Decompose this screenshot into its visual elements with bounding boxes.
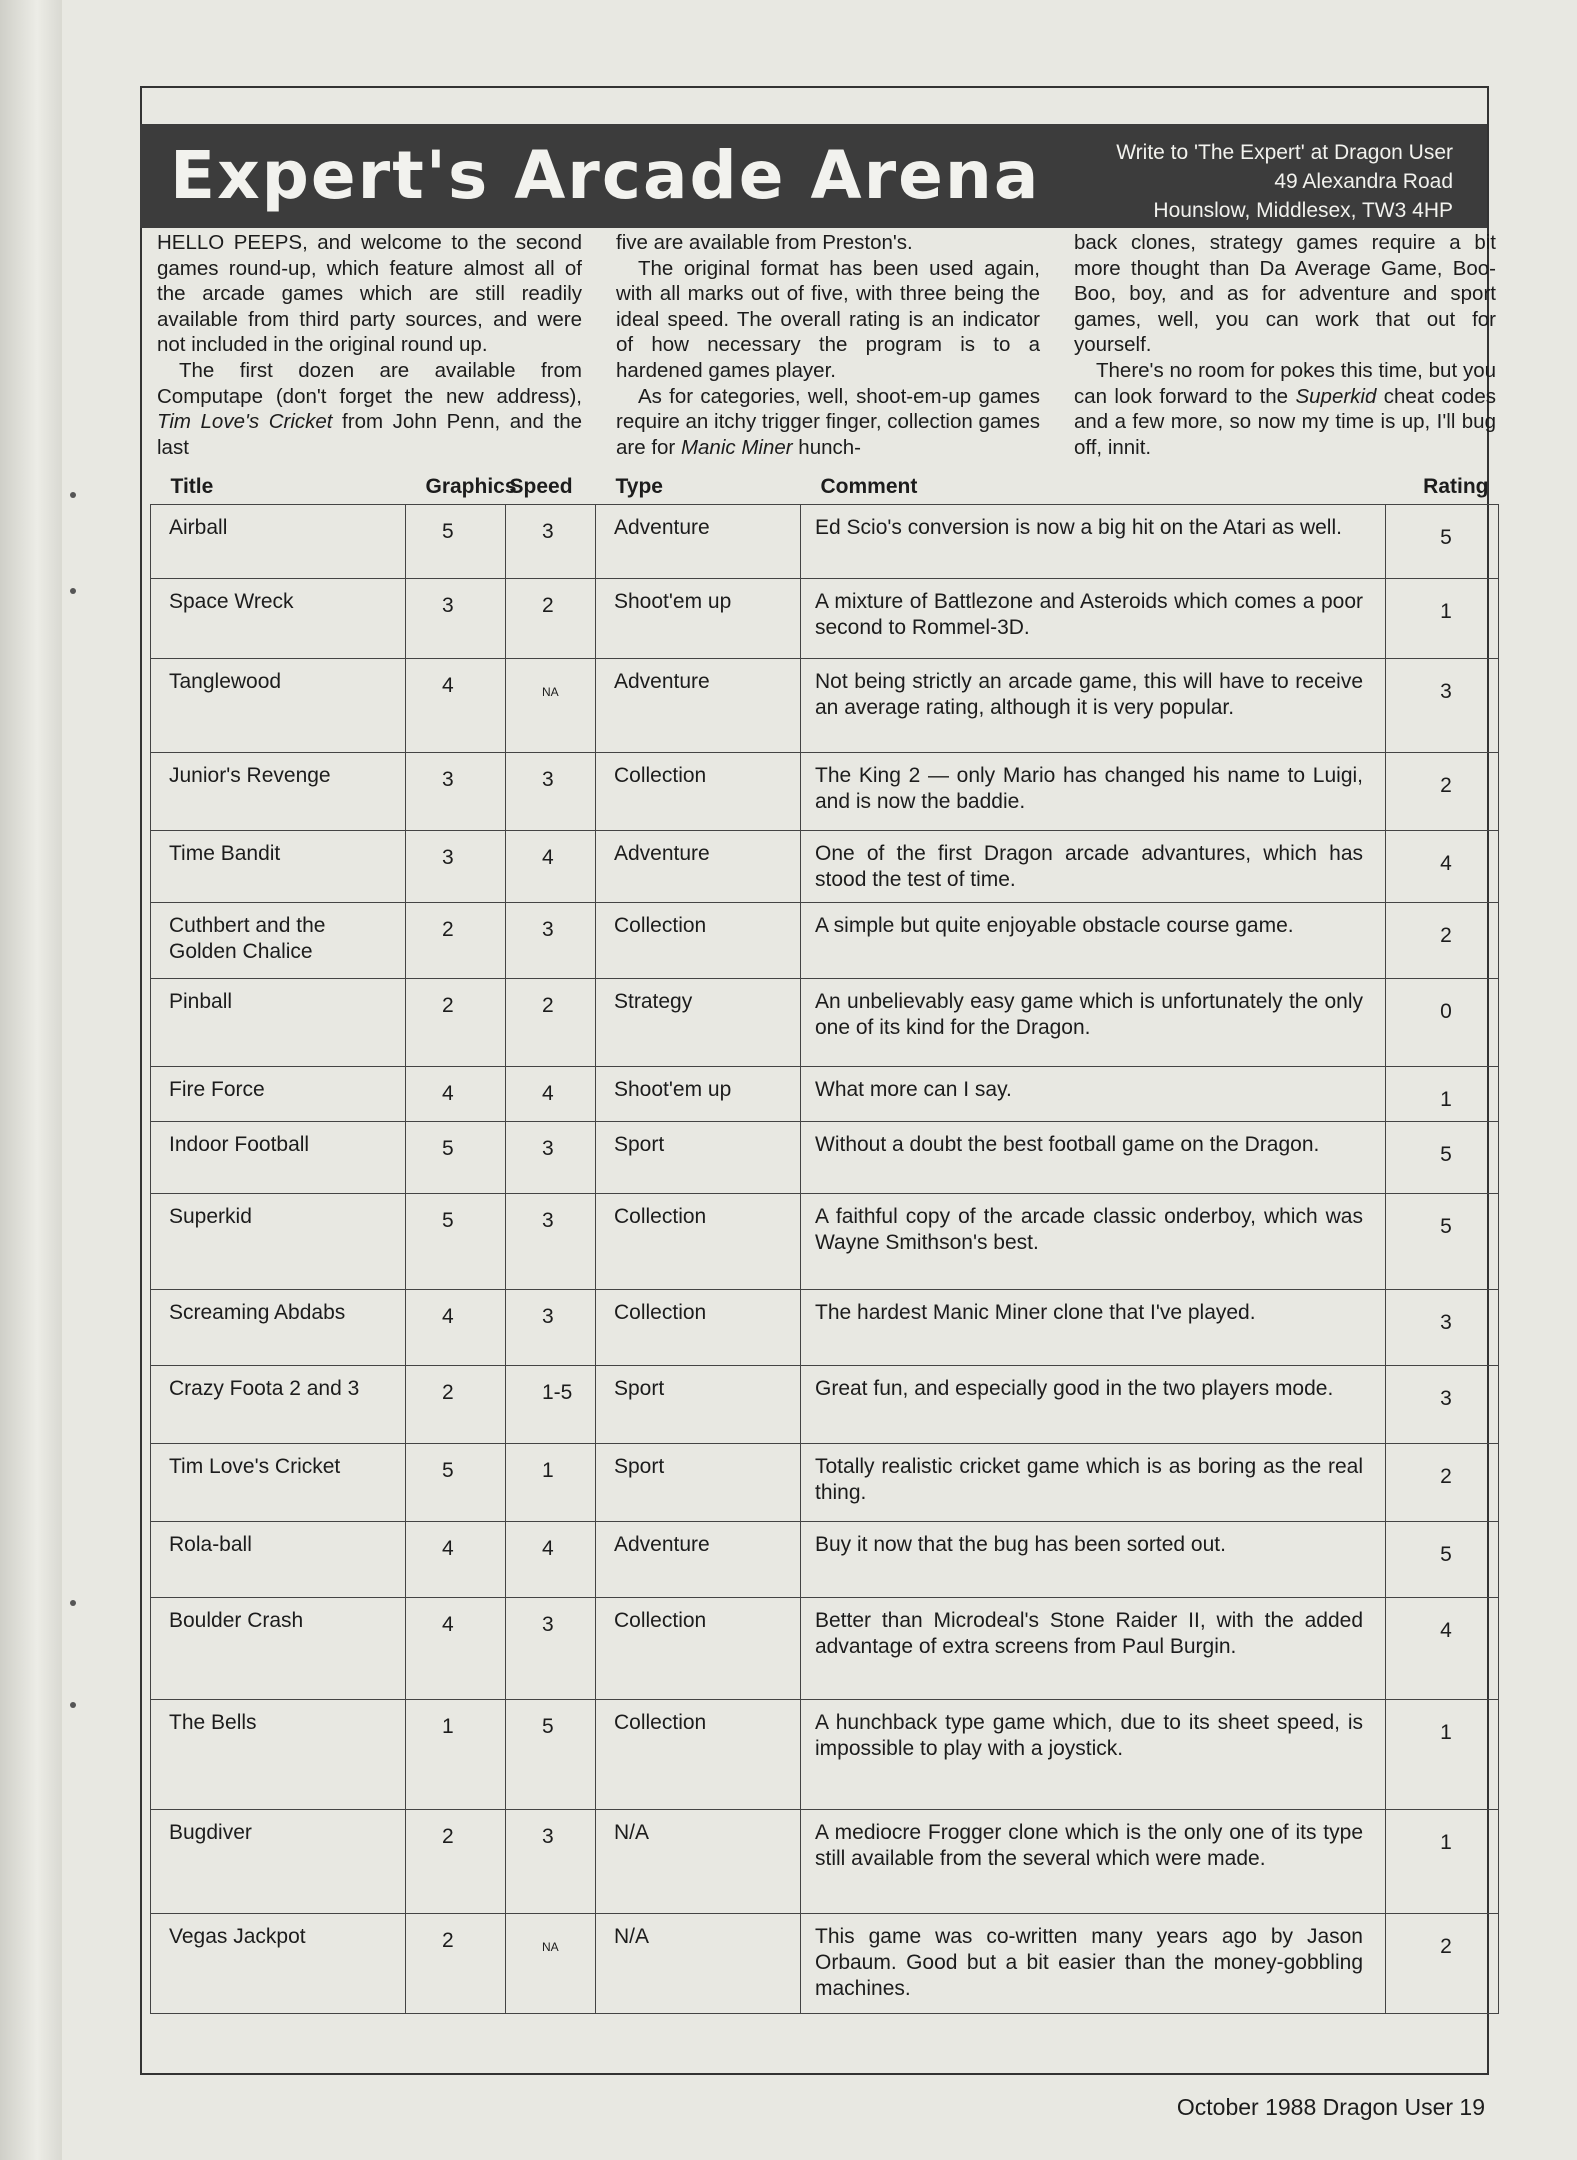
- graphics-score: 2: [406, 1914, 506, 2014]
- contact-address: [1033, 138, 1453, 225]
- speed-score: 1: [506, 1444, 596, 1522]
- intro-column-2: [616, 230, 1040, 470]
- overall-rating: 4: [1386, 831, 1499, 903]
- overall-rating: 0: [1386, 979, 1499, 1067]
- game-comment: A faithful copy of the arcade classic onderboy, which was Wayne Smithson's best.: [801, 1194, 1386, 1290]
- intro-text: The first dozen are available from Computape (don't forget the new address),: [157, 358, 582, 408]
- speed-score: 3: [506, 903, 596, 979]
- game-comment: Without a doubt the best football game on the Dragon.: [801, 1122, 1386, 1194]
- table-row: [151, 1810, 1499, 1914]
- overall-rating: 5: [1386, 1122, 1499, 1194]
- game-type: Collection: [596, 1290, 801, 1366]
- speed-score: 4: [506, 1067, 596, 1122]
- overall-rating: 1: [1386, 1810, 1499, 1914]
- graphics-score: 3: [406, 579, 506, 659]
- speed-score: NA: [506, 659, 596, 753]
- margin-dot: [70, 1702, 76, 1708]
- table-row: [151, 1598, 1499, 1700]
- graphics-score: 2: [406, 979, 506, 1067]
- graphics-score: 5: [406, 1194, 506, 1290]
- game-comment: The King 2 — only Mario has changed his name to Luigi, and is now the baddie.: [801, 753, 1386, 831]
- game-title: Time Bandit: [151, 831, 406, 903]
- col-header-type: Type: [615, 475, 663, 498]
- intro-text: from John Penn, and the last: [157, 410, 582, 459]
- graphics-score: 4: [406, 1598, 506, 1700]
- graphics-score: 4: [406, 1290, 506, 1366]
- speed-score: 3: [506, 1122, 596, 1194]
- game-type: Adventure: [596, 1522, 801, 1598]
- speed-score: 3: [506, 1290, 596, 1366]
- game-title: Cuthbert and the Golden Chalice: [151, 903, 406, 979]
- intro-text: cheat codes and a few more, so now my time is up, I'll bug off, innit.: [1074, 384, 1496, 459]
- overall-rating: 3: [1386, 1366, 1499, 1444]
- table-row: [151, 1914, 1499, 2014]
- intro-paragraph: five are available from Preston's.: [616, 231, 913, 254]
- speed-score: 1-5: [506, 1366, 596, 1444]
- graphics-score: 5: [406, 1444, 506, 1522]
- game-title: Rola-ball: [151, 1522, 406, 1598]
- game-title: Pinball: [151, 979, 406, 1067]
- game-title: Junior's Revenge: [151, 753, 406, 831]
- game-comment: This game was co-written many years ago by Jason Orbaum. Good but a bit easier than the money-gobbling machines.: [801, 1914, 1386, 2014]
- header-banner: [140, 124, 1487, 228]
- speed-score: 3: [506, 753, 596, 831]
- address-line: 49 Alexandra Road: [1274, 170, 1453, 193]
- game-type: Collection: [596, 903, 801, 979]
- game-comment: Not being strictly an arcade game, this will have to receive an average rating, although it is very popular.: [801, 659, 1386, 753]
- intro-text: There's no room for pokes this time, but you can look forward to the: [1074, 358, 1496, 408]
- game-title: Crazy Foota 2 and 3: [151, 1366, 406, 1444]
- table-row: [151, 1366, 1499, 1444]
- intro-italic: Manic Miner: [680, 435, 793, 459]
- game-comment: What more can I say.: [801, 1067, 1386, 1122]
- game-comment: Ed Scio's conversion is now a big hit on the Atari as well.: [801, 505, 1386, 579]
- intro-paragraph: HELLO PEEPS, and welcome to the second games round-up, which feature almost all of the arcade games which are still readily available from third party sources, and were not included in the original round up.: [157, 231, 582, 357]
- game-title: Fire Force: [151, 1067, 406, 1122]
- overall-rating: 5: [1386, 505, 1499, 579]
- speed-score: 2: [506, 979, 596, 1067]
- intro-paragraph: [616, 384, 1040, 461]
- intro-paragraph: back clones, strategy games require a bit more thought than Da Average Game, Boo-Boo, boy, and as for adventure and sport games, well, you can work that out for yourself.: [1074, 231, 1496, 357]
- col-header-comment: Comment: [820, 475, 918, 498]
- overall-rating: 1: [1386, 579, 1499, 659]
- game-comment: A mediocre Frogger clone which is the only one of its type still available from the several which were made.: [801, 1810, 1386, 1914]
- game-title: Indoor Football: [151, 1122, 406, 1194]
- intro-paragraph: The original format has been used again, with all marks out of five, with three being the ideal speed. The overall rating is an indicator of how necessary the program is to a hardened games player.: [616, 256, 1040, 382]
- overall-rating: 3: [1386, 659, 1499, 753]
- intro-italic: Tim Love's Cricket: [157, 410, 333, 434]
- graphics-score: 3: [406, 753, 506, 831]
- col-header-speed: Speed: [509, 475, 573, 498]
- col-header-graphics: Graphics: [425, 475, 517, 498]
- table-row: [151, 1444, 1499, 1522]
- speed-score: 3: [506, 1194, 596, 1290]
- overall-rating: 5: [1386, 1194, 1499, 1290]
- game-type: Collection: [596, 1194, 801, 1290]
- game-comment: One of the first Dragon arcade advantures, which has stood the test of time.: [801, 831, 1386, 903]
- overall-rating: 3: [1386, 1290, 1499, 1366]
- address-line: Write to 'The Expert' at Dragon User: [1116, 141, 1453, 164]
- game-title: Tanglewood: [151, 659, 406, 753]
- table-row: [151, 659, 1499, 753]
- table-row: [151, 1290, 1499, 1366]
- game-comment: Great fun, and especially good in the two players mode.: [801, 1366, 1386, 1444]
- game-title: Boulder Crash: [151, 1598, 406, 1700]
- graphics-score: 2: [406, 1810, 506, 1914]
- table-header-row: [151, 470, 1499, 505]
- speed-score: 3: [506, 1598, 596, 1700]
- game-comment: Totally realistic cricket game which is as boring as the real thing.: [801, 1444, 1386, 1522]
- speed-score: 2: [506, 579, 596, 659]
- game-title: Superkid: [151, 1194, 406, 1290]
- overall-rating: 2: [1386, 1444, 1499, 1522]
- game-comment: Buy it now that the bug has been sorted out.: [801, 1522, 1386, 1598]
- intro-column-1: [157, 230, 582, 470]
- game-comment: Better than Microdeal's Stone Raider II, with the added advantage of extra screens from Paul Burgin.: [801, 1598, 1386, 1700]
- margin-dot: [70, 492, 76, 498]
- table-row: [151, 1522, 1499, 1598]
- overall-rating: 1: [1386, 1700, 1499, 1810]
- table-row: [151, 579, 1499, 659]
- margin-dot: [70, 588, 76, 594]
- game-type: Collection: [596, 753, 801, 831]
- game-type: Adventure: [596, 659, 801, 753]
- game-title: Airball: [151, 505, 406, 579]
- speed-score: 4: [506, 831, 596, 903]
- graphics-score: 4: [406, 1522, 506, 1598]
- table-row: [151, 903, 1499, 979]
- game-comment: A mixture of Battlezone and Asteroids which comes a poor second to Rommel-3D.: [801, 579, 1386, 659]
- game-type: Sport: [596, 1366, 801, 1444]
- intro-column-3: [1074, 230, 1496, 470]
- table-row: [151, 1067, 1499, 1122]
- intro-italic: Superkid: [1295, 384, 1377, 408]
- col-header-title: Title: [170, 475, 214, 498]
- games-table: [150, 470, 1499, 2014]
- table-row: [151, 831, 1499, 903]
- graphics-score: 3: [406, 831, 506, 903]
- table-row: [151, 505, 1499, 579]
- table-row: [151, 979, 1499, 1067]
- speed-score: 4: [506, 1522, 596, 1598]
- intro-paragraph: [1074, 358, 1496, 460]
- overall-rating: 2: [1386, 1914, 1499, 2014]
- table-row: [151, 1194, 1499, 1290]
- game-comment: A simple but quite enjoyable obstacle course game.: [801, 903, 1386, 979]
- table-row: [151, 1700, 1499, 1810]
- graphics-score: 4: [406, 1067, 506, 1122]
- graphics-score: 5: [406, 505, 506, 579]
- game-title: Tim Love's Cricket: [151, 1444, 406, 1522]
- graphics-score: 2: [406, 903, 506, 979]
- game-title: Vegas Jackpot: [151, 1914, 406, 2014]
- graphics-score: 4: [406, 659, 506, 753]
- overall-rating: 4: [1386, 1598, 1499, 1700]
- game-comment: An unbelievably easy game which is unfortunately the only one of its kind for the Dragon.: [801, 979, 1386, 1067]
- article-title: Expert's Arcade Arena: [170, 137, 1041, 214]
- speed-score: NA: [506, 1914, 596, 2014]
- intro-text: hunch-: [798, 435, 861, 459]
- graphics-score: 1: [406, 1700, 506, 1810]
- speed-score: 5: [506, 1700, 596, 1810]
- margin-dot: [70, 1600, 76, 1606]
- game-type: Shoot'em up: [596, 1067, 801, 1122]
- game-type: N/A: [596, 1914, 801, 2014]
- game-type: Collection: [596, 1700, 801, 1810]
- overall-rating: 2: [1386, 753, 1499, 831]
- game-type: Shoot'em up: [596, 579, 801, 659]
- game-type: Collection: [596, 1598, 801, 1700]
- graphics-score: 5: [406, 1122, 506, 1194]
- page-gutter: [0, 0, 64, 2160]
- table-row: [151, 753, 1499, 831]
- game-type: Adventure: [596, 831, 801, 903]
- game-title: Space Wreck: [151, 579, 406, 659]
- table-row: [151, 1122, 1499, 1194]
- graphics-score: 2: [406, 1366, 506, 1444]
- game-type: Adventure: [596, 505, 801, 579]
- address-line: Hounslow, Middlesex, TW3 4HP: [1153, 199, 1453, 222]
- intro-paragraph: [157, 358, 582, 460]
- game-title: Bugdiver: [151, 1810, 406, 1914]
- game-type: Sport: [596, 1122, 801, 1194]
- game-comment: The hardest Manic Miner clone that I've played.: [801, 1290, 1386, 1366]
- game-type: N/A: [596, 1810, 801, 1914]
- overall-rating: 5: [1386, 1522, 1499, 1598]
- col-header-rating: Rating: [1423, 475, 1489, 498]
- game-type: Sport: [596, 1444, 801, 1522]
- overall-rating: 1: [1386, 1067, 1499, 1122]
- overall-rating: 2: [1386, 903, 1499, 979]
- game-type: Strategy: [596, 979, 801, 1067]
- intro-text: As for categories, well, shoot-em-up games require an itchy trigger finger, collection games are for: [616, 384, 1040, 459]
- speed-score: 3: [506, 505, 596, 579]
- speed-score: 3: [506, 1810, 596, 1914]
- game-title: Screaming Abdabs: [151, 1290, 406, 1366]
- game-comment: A hunchback type game which, due to its sheet speed, is impossible to play with a joystick.: [801, 1700, 1386, 1810]
- game-title: The Bells: [151, 1700, 406, 1810]
- page-footer: October 1988 Dragon User 19: [1176, 2094, 1485, 2120]
